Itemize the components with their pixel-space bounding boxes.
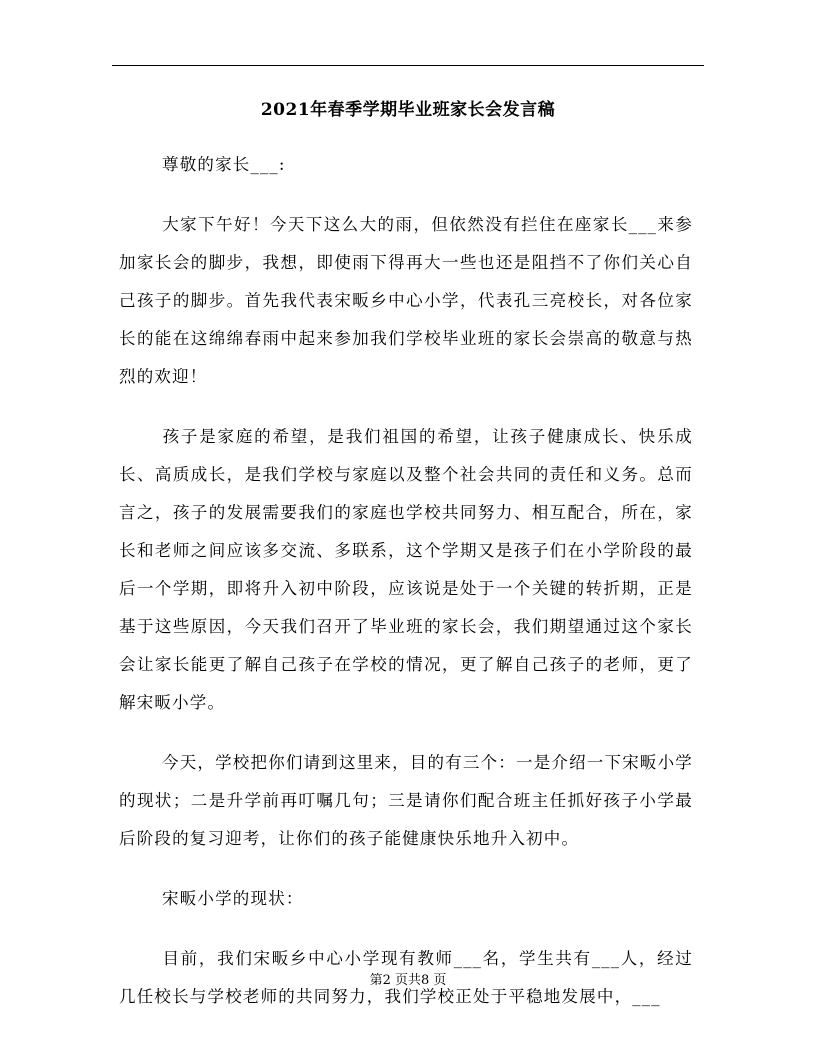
greeting-paragraph: 大家下午好！今天下这么大的雨，但依然没有拦住在座家长___来参加家长会的脚步，我想，即使雨下得再大一些也还是阻挡不了你们关心自己孩子的脚步。首先我代表宋畈乡中心小学，代表孔三亮校长，对各位家长的能在这绵绵春雨中起来参加我们学校毕业班的家长会崇高的敬意与热烈的欢迎！: [119, 215, 693, 386]
children-hope-paragraph: 孩子是家庭的希望，是我们祖国的希望，让孩子健康成长、快乐成长、高质成长，是我们学校与家庭以及整个社会共同的责任和义务。总而言之，孩子的发展需要我们的家庭也学校共同努力、相互配合，所在，家长和老师之间应该多交流、多联系，这个学期又是孩子们在小学阶段的最后一个学期，即将升入初中阶段，应该说是处于一个关键的转折期，正是基于这些原因，今天我们召开了毕业班的家长会，我们期望通过这个家长会让家长能更了解自己孩子在学校的情况，更了解自己孩子的老师，更了解宋畈小学。: [119, 427, 693, 712]
purpose-paragraph: 今天，学校把你们请到这里来，目的有三个：一是介绍一下宋畈小学的现状；二是升学前再叮嘱几句；三是请你们配合班主任抓好孩子小学最后阶段的复习迎考，让你们的孩子能健康快乐地升入初中。: [119, 753, 693, 848]
salutation-paragraph: 尊敬的家长___:: [162, 155, 286, 174]
section-heading-paragraph: 宋畈小学的现状：: [162, 889, 304, 908]
current-status-paragraph: 目前，我们宋畈乡中心小学现有教师___名，学生共有___人，经过几任校长与学校老师的共同努力，我们学校正处于平稳地发展中，___: [119, 949, 693, 1006]
header-rule: [112, 65, 704, 66]
page-footer: 第2 页共8 页: [369, 973, 447, 988]
document-title: 2021年春季学期毕业班家长会发言稿: [260, 100, 556, 120]
document-body: [119, 146, 693, 1038]
